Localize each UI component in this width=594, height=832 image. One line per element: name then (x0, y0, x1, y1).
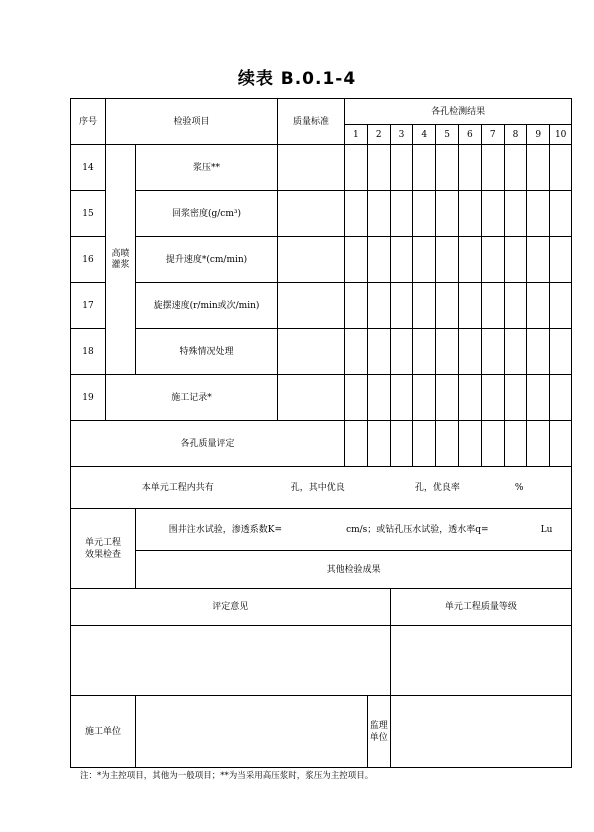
col-header: 1 (345, 125, 368, 145)
standard-cell[interactable] (278, 375, 345, 421)
supervision-unit-field[interactable] (390, 696, 572, 768)
item-name: 特殊情况处理 (136, 329, 278, 375)
table-row (71, 283, 572, 329)
table-row (71, 145, 572, 191)
col-header: 5 (436, 125, 459, 145)
summary-row (71, 467, 572, 509)
standard-cell[interactable] (278, 237, 345, 283)
footnote: 注：*为主控项目，其他为一般项目；**为当采用高压浆时，浆压为主控项目。 (80, 771, 374, 781)
grade-field[interactable] (390, 626, 572, 696)
col-header: 3 (390, 125, 413, 145)
row-number: 18 (71, 329, 106, 375)
row-number: 19 (71, 375, 106, 421)
group-label-cell (106, 145, 136, 375)
header-item: 检验项目 (106, 99, 278, 145)
page-title: 续表 B.0.1-4 (237, 69, 357, 89)
col-header: 6 (458, 125, 481, 145)
other-results: 其他检验成果 (136, 551, 572, 589)
table-row (71, 329, 572, 375)
summary-cell[interactable]: 本单元工程内共有 孔，其中优良 孔，优良率 % (71, 467, 572, 509)
row-number: 15 (71, 191, 106, 237)
construction-unit-label: 施工单位 (71, 696, 136, 768)
opinion-field[interactable] (71, 626, 391, 696)
header-standard: 质量标准 (278, 99, 345, 145)
item-name: 施工记录* (106, 375, 278, 421)
row-number: 17 (71, 283, 106, 329)
opinion-label: 评定意见 (71, 589, 391, 626)
row-number: 16 (71, 237, 106, 283)
table-row (71, 191, 572, 237)
inspection-form-table (70, 98, 572, 768)
row-number: 14 (71, 145, 106, 191)
item-name: 旋摆速度(r/min或次/min) (136, 283, 278, 329)
table-row (71, 375, 572, 421)
col-header: 8 (504, 125, 527, 145)
header-results: 各孔检测结果 (345, 99, 572, 125)
grade-label: 单元工程质量等级 (390, 589, 572, 626)
item-name: 回浆密度(g/cm³) (136, 191, 278, 237)
col-header: 2 (367, 125, 390, 145)
standard-cell[interactable] (278, 191, 345, 237)
table-row (71, 421, 572, 467)
col-header: 9 (527, 125, 550, 145)
supervision-unit-label: 监理单位 (367, 696, 390, 768)
permeability-test-cell[interactable]: 围井注水试验，渗透系数K= cm/s；或钻孔压水试验，透水率q= Lu (136, 509, 572, 551)
effect-check-label: 单元工程效果检查 (71, 509, 136, 589)
col-header: 10 (550, 125, 572, 145)
construction-unit-field[interactable] (136, 696, 368, 768)
standard-cell[interactable] (278, 283, 345, 329)
standard-cell[interactable] (278, 329, 345, 375)
standard-cell[interactable] (278, 145, 345, 191)
col-header: 4 (413, 125, 436, 145)
item-name: 提升速度*(cm/min) (136, 237, 278, 283)
table-row (71, 237, 572, 283)
item-name: 浆压** (136, 145, 278, 191)
hole-quality-eval-label: 各孔质量评定 (71, 421, 345, 467)
group-label: 高喷灌浆 (111, 248, 130, 270)
col-header: 7 (481, 125, 504, 145)
header-seq: 序号 (71, 99, 106, 145)
